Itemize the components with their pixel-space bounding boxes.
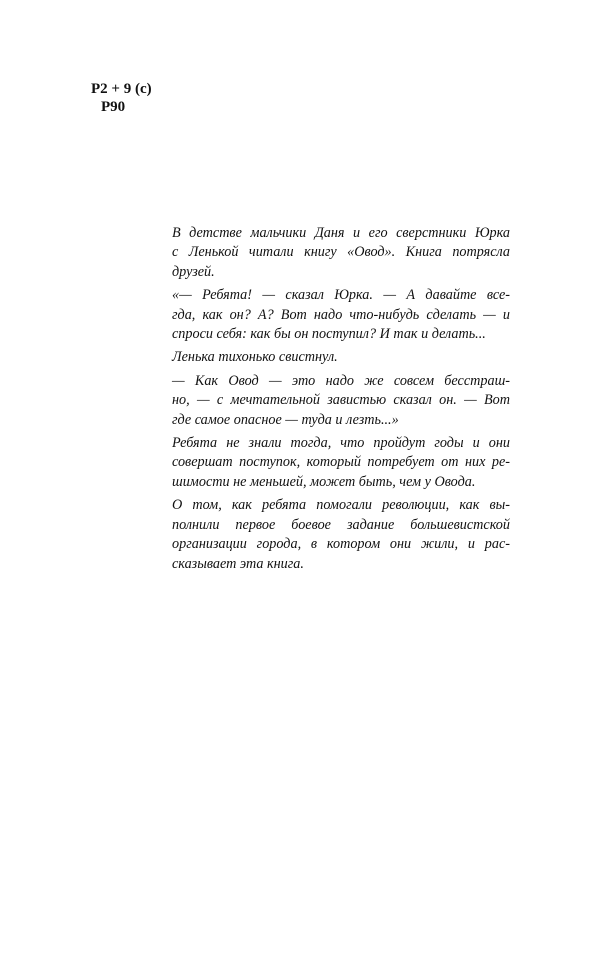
annotation-paragraph	[172, 496, 510, 574]
annotation-line: Ленька тихонько свистнул.	[172, 349, 338, 366]
annotation-line: сказывает эта книга.	[172, 555, 304, 572]
annotation-paragraph	[172, 434, 510, 492]
annotation-line: спроси себя: как бы он поступил? И так и делать...	[172, 326, 486, 343]
annotation-line: шимости не меньшей, может быть, чем у Овода.	[172, 473, 476, 490]
annotation-line: но, — с мечтательной завистью сказал он. — Вот	[172, 392, 510, 409]
annotation-paragraph	[172, 224, 510, 282]
annotation-line: В детстве мальчики Даня и его сверстники Юрка	[172, 225, 510, 241]
annotation-line: совершат поступок, который потребует от них ре-	[172, 454, 510, 471]
annotation-paragraph	[172, 348, 510, 367]
annotation-line: полнили первое боевое задание большевистской	[172, 516, 510, 533]
annotation-paragraph	[172, 372, 510, 430]
annotation-line: «— Ребята! — сказал Юрка. — А давайте все-	[172, 287, 510, 304]
annotation-line: друзей.	[172, 263, 215, 280]
annotation-line: где самое опасное — туда и лезть...»	[172, 411, 399, 428]
annotation-line: гда, как он? А? Вот надо что-нибудь сделать — и	[172, 306, 510, 323]
classification-code-author-mark: Р90	[101, 99, 126, 115]
classification-code-bbk: Р2 + 9 (с)	[91, 81, 152, 97]
annotation-line: организации города, в котором они жили, и рас-	[172, 536, 510, 553]
annotation-line: с Ленькой читали книгу «Овод». Книга потрясла	[172, 244, 510, 261]
annotation-line: — Как Овод — это надо же совсем бесстраш-	[172, 372, 510, 389]
classification-codes	[91, 80, 152, 116]
annotation-text	[172, 224, 510, 578]
annotation-paragraph	[172, 286, 510, 344]
annotation-line: О том, как ребята помогали революции, как вы-	[172, 497, 510, 514]
annotation-line: Ребята не знали тогда, что пройдут годы и они	[172, 435, 510, 452]
